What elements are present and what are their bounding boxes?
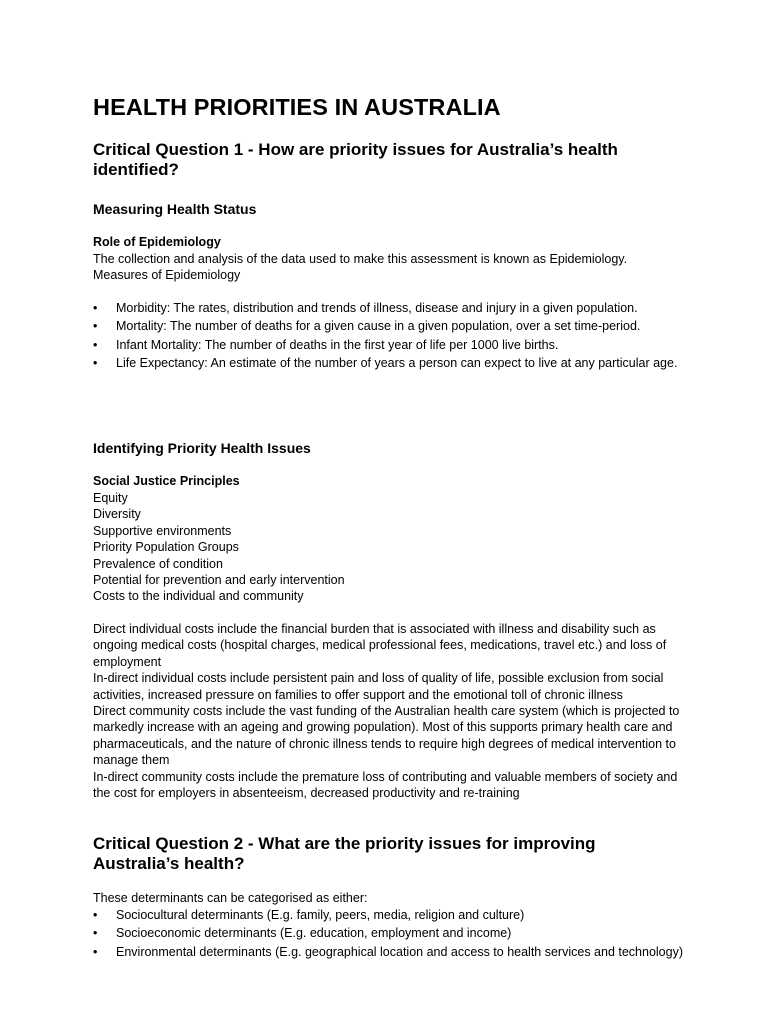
critical-question-1-heading: Critical Question 1 - How are priority issues for Australia’s health identified?: [93, 140, 618, 179]
list-item: Prevalence of condition: [93, 556, 223, 571]
list-item-text: Mortality: The number of deaths for a given cause in a given population, over a set time-period.: [116, 319, 641, 334]
determinants-intro-text: These determinants can be categorised as either:: [93, 891, 368, 905]
epidemiology-paragraph: The collection and analysis of the data used to make this assessment is known as Epidemiology.: [93, 252, 628, 266]
epidemiology-text: [93, 251, 683, 284]
list-item: [93, 944, 683, 960]
list-item: [93, 907, 683, 923]
direct-individual-costs: Direct individual costs include the financial burden that is associated with illness and disability such as ongoing medical costs (hospital charges, medical professional fees, medications, travel etc.) and loss of employment: [93, 622, 667, 669]
list-item-text: Environmental determinants (E.g. geographical location and access to health services and technology): [116, 944, 683, 959]
list-item-text: Infant Mortality: The number of deaths in the first year of life per 1000 live births.: [116, 337, 559, 352]
list-item: Diversity: [93, 507, 141, 522]
list-item-text: Life Expectancy: An estimate of the number of years a person can expect to live at any particular age.: [116, 356, 678, 371]
role-of-epidemiology-heading: Role of Epidemiology: [93, 235, 221, 249]
list-item: Priority Population Groups: [93, 540, 239, 555]
identifying-priority-health-issues-heading: Identifying Priority Health Issues: [93, 440, 311, 456]
bullet-icon: •: [93, 926, 98, 941]
bullet-icon: •: [93, 301, 98, 315]
bullet-icon: •: [93, 908, 98, 922]
list-item: Supportive environments: [93, 523, 232, 538]
direct-community-costs: Direct community costs include the vast funding of the Australian health care system (which is projected to markedly increase with an ageing and growing population). Most of this supports primary health care and pharmaceuticals, and the nature of chronic illness tends to require high degrees of medical intervention to manage them: [93, 704, 680, 768]
list-item-text: Sociocultural determinants (E.g. family, peers, media, religion and culture): [116, 908, 525, 922]
indirect-individual-costs: In-direct individual costs include persistent pain and loss of quality of life, possible exclusion from social activities, increased pressure on families to offer support and the emotional toll of chronic illness: [93, 671, 664, 702]
determinants-list: [93, 907, 683, 962]
measuring-health-status-heading: Measuring Health Status: [93, 201, 257, 217]
determinants-intro: [93, 890, 683, 906]
bullet-icon: •: [93, 356, 98, 371]
list-item: Equity: [93, 491, 128, 505]
social-justice-principles-list: [93, 490, 683, 605]
bullet-icon: •: [93, 944, 98, 959]
measures-list: [93, 300, 683, 374]
list-item: [93, 300, 683, 316]
measures-label: Measures of Epidemiology: [93, 268, 241, 283]
critical-question-2-heading: Critical Question 2 - What are the priority issues for improving Australia’s health?: [93, 834, 596, 873]
list-item: [93, 318, 683, 334]
list-item: Costs to the individual and community: [93, 589, 304, 604]
bullet-icon: •: [93, 337, 98, 352]
social-justice-principles-heading: Social Justice Principles: [93, 474, 240, 488]
list-item-text: Morbidity: The rates, distribution and trends of illness, disease and injury in a given population.: [116, 301, 638, 315]
list-item: [93, 337, 683, 353]
list-item-text: Socioeconomic determinants (E.g. education, employment and income): [116, 926, 512, 941]
list-item: [93, 355, 683, 371]
list-item: [93, 925, 683, 941]
bullet-icon: •: [93, 319, 98, 334]
list-item: Potential for prevention and early intervention: [93, 573, 345, 588]
indirect-community-costs: In-direct community costs include the premature loss of contributing and valuable members of society and the cost for employers in absenteeism, decreased productivity and re-training: [93, 769, 678, 801]
document-title: HEALTH PRIORITIES IN AUSTRALIA: [93, 94, 501, 120]
costs-section: [93, 621, 683, 801]
